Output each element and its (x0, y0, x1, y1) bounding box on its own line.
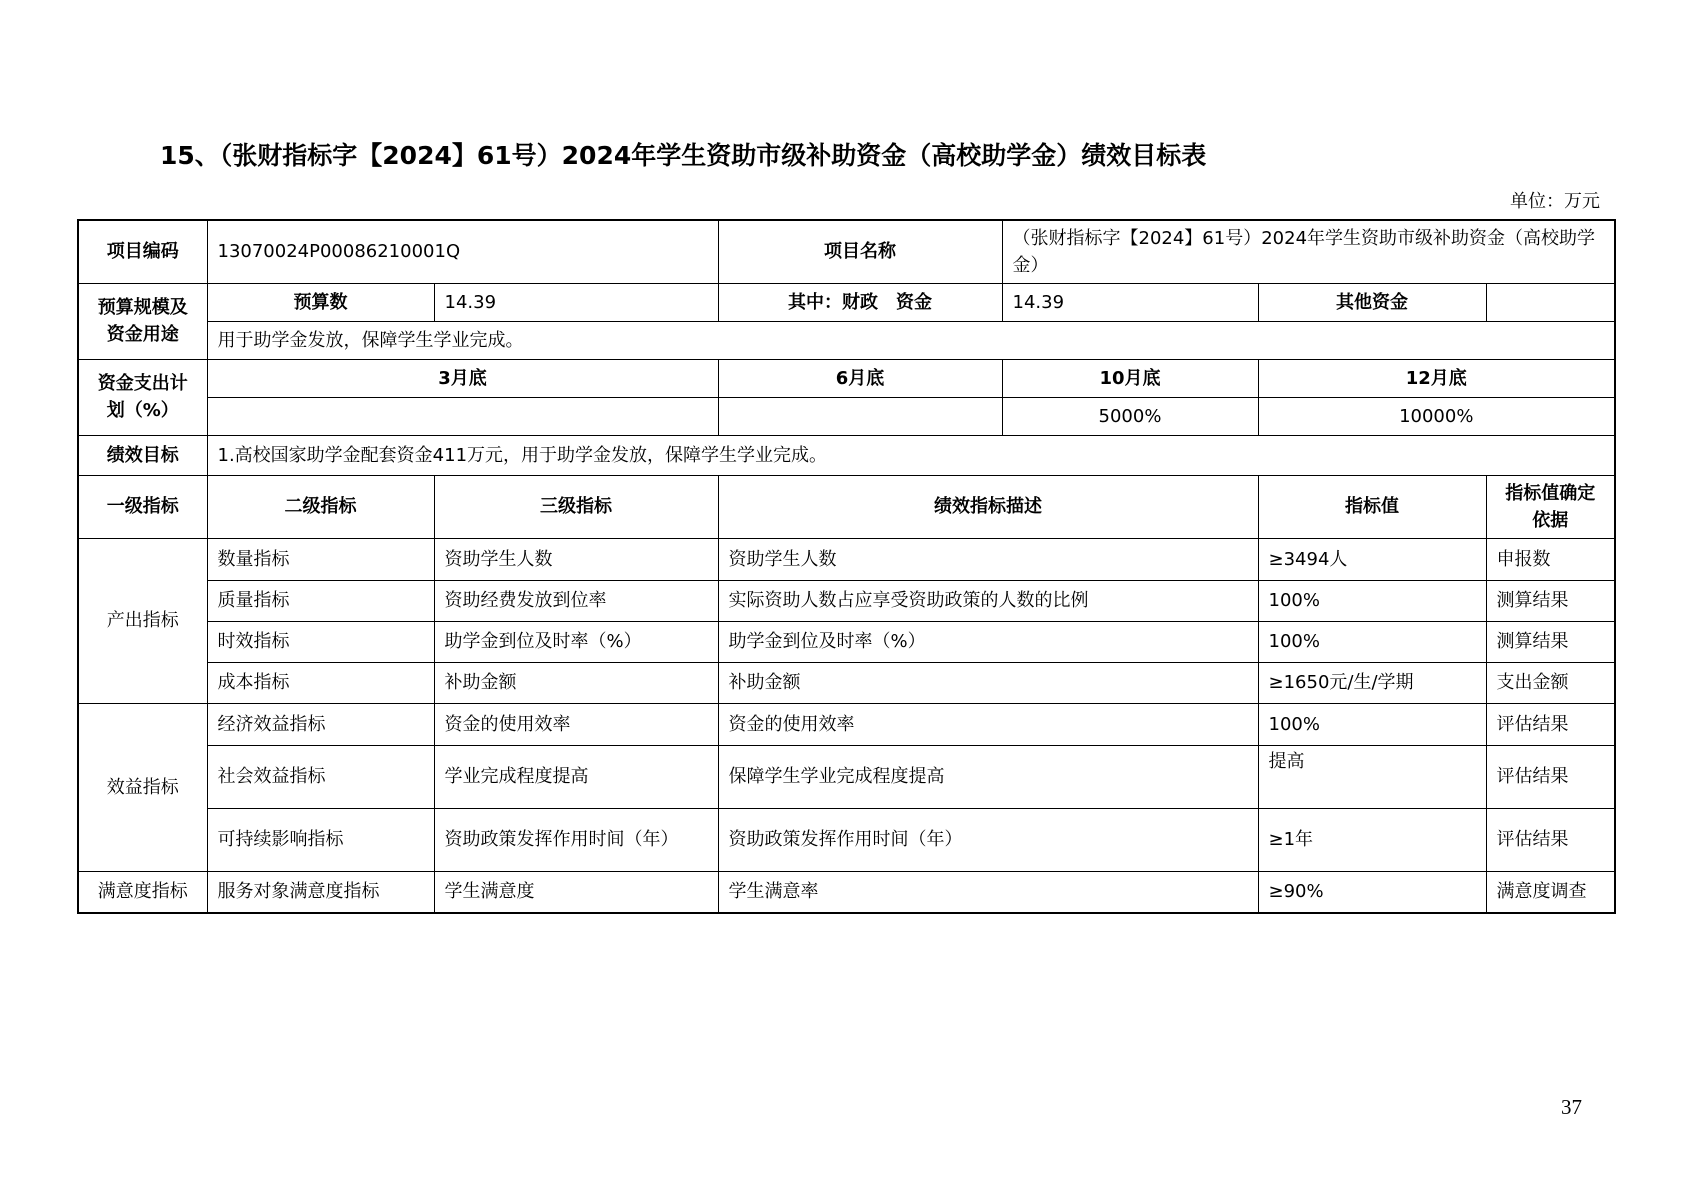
value-cell: 提高 (1258, 745, 1486, 808)
description-cell: 保障学生学业完成程度提高 (718, 745, 1258, 808)
value-cell: ≥1年 (1258, 808, 1486, 871)
plan-value-june (718, 397, 1002, 435)
table-row (78, 621, 1615, 662)
level3-cell: 学业完成程度提高 (434, 745, 718, 808)
header-description: 绩效指标描述 (718, 475, 1258, 538)
plan-header-december: 12月底 (1258, 359, 1615, 397)
level3-cell: 补助金额 (434, 662, 718, 703)
level2-cell: 时效指标 (207, 621, 434, 662)
project-name: （张财指标字【2024】61号）2024年学生资助市级补助资金（高校助学金） (1002, 220, 1615, 283)
level2-cell: 数量指标 (207, 538, 434, 580)
project-code-label: 项目编码 (78, 220, 207, 283)
table-row (78, 871, 1615, 913)
level3-cell: 资助政策发挥作用时间（年） (434, 808, 718, 871)
project-row (78, 220, 1615, 283)
plan-value-row (78, 397, 1615, 435)
plan-value-march (207, 397, 718, 435)
table-row (78, 580, 1615, 621)
description-cell: 学生满意率 (718, 871, 1258, 913)
table-row (78, 808, 1615, 871)
table-row (78, 538, 1615, 580)
basis-cell: 申报数 (1486, 538, 1615, 580)
table-row (78, 703, 1615, 745)
plan-value-october: 5000% (1002, 397, 1258, 435)
goal-label: 绩效目标 (78, 435, 207, 475)
page-number: 37 (1561, 1095, 1582, 1119)
project-code: 13070024P00086210001Q (207, 220, 718, 283)
header-value: 指标值 (1258, 475, 1486, 538)
level1-output: 产出指标 (78, 538, 207, 703)
level1-benefit: 效益指标 (78, 703, 207, 871)
level1-satisfaction: 满意度指标 (78, 871, 207, 913)
plan-header-row (78, 359, 1615, 397)
header-level3: 三级指标 (434, 475, 718, 538)
plan-header-march: 3月底 (207, 359, 718, 397)
value-cell: 100% (1258, 703, 1486, 745)
value-cell: ≥1650元/生/学期 (1258, 662, 1486, 703)
description-cell: 资金的使用效率 (718, 703, 1258, 745)
value-cell: ≥90% (1258, 871, 1486, 913)
plan-header-october: 10月底 (1002, 359, 1258, 397)
description-cell: 实际资助人数占应享受资助政策的人数的比例 (718, 580, 1258, 621)
basis-cell: 测算结果 (1486, 580, 1615, 621)
header-level1: 一级指标 (78, 475, 207, 538)
level3-cell: 资金的使用效率 (434, 703, 718, 745)
indicator-header-row (78, 475, 1615, 538)
level3-cell: 资助学生人数 (434, 538, 718, 580)
table-row (78, 662, 1615, 703)
description-cell: 资助学生人数 (718, 538, 1258, 580)
level2-cell: 经济效益指标 (207, 703, 434, 745)
budget-usage: 用于助学金发放，保障学生学业完成。 (207, 321, 1615, 359)
level2-cell: 质量指标 (207, 580, 434, 621)
level2-cell: 服务对象满意度指标 (207, 871, 434, 913)
description-cell: 补助金额 (718, 662, 1258, 703)
basis-cell: 支出金额 (1486, 662, 1615, 703)
basis-cell: 满意度调查 (1486, 871, 1615, 913)
description-cell: 助学金到位及时率（%） (718, 621, 1258, 662)
page-title: 15、（张财指标字【2024】61号）2024年学生资助市级补助资金（高校助学金）绩效目标表 (160, 141, 1207, 170)
budget-finance: 14.39 (1002, 283, 1258, 321)
description-cell: 资助政策发挥作用时间（年） (718, 808, 1258, 871)
value-cell: ≥3494人 (1258, 538, 1486, 580)
plan-label: 资金支出计划（%） (78, 359, 207, 435)
level3-cell: 资助经费发放到位率 (434, 580, 718, 621)
budget-amount: 14.39 (434, 283, 718, 321)
plan-value-december: 10000% (1258, 397, 1615, 435)
unit-label: 单位：万元 (1510, 191, 1600, 212)
value-cell: 100% (1258, 621, 1486, 662)
basis-cell: 评估结果 (1486, 703, 1615, 745)
project-name-label: 项目名称 (718, 220, 1002, 283)
basis-cell: 测算结果 (1486, 621, 1615, 662)
level3-cell: 助学金到位及时率（%） (434, 621, 718, 662)
plan-header-june: 6月底 (718, 359, 1002, 397)
budget-usage-row (78, 321, 1615, 359)
level2-cell: 社会效益指标 (207, 745, 434, 808)
level3-cell: 学生满意度 (434, 871, 718, 913)
budget-label: 预算规模及资金用途 (78, 283, 207, 359)
performance-table (77, 219, 1616, 914)
table-row (78, 745, 1615, 808)
basis-cell: 评估结果 (1486, 808, 1615, 871)
budget-other-label: 其他资金 (1258, 283, 1486, 321)
budget-row (78, 283, 1615, 321)
value-cell: 100% (1258, 580, 1486, 621)
header-level2: 二级指标 (207, 475, 434, 538)
budget-finance-label: 其中：财政 资金 (718, 283, 1002, 321)
header-basis: 指标值确定依据 (1486, 475, 1615, 538)
budget-amount-label: 预算数 (207, 283, 434, 321)
budget-other (1486, 283, 1615, 321)
goal-text: 1.高校国家助学金配套资金411万元，用于助学金发放，保障学生学业完成。 (207, 435, 1615, 475)
basis-cell: 评估结果 (1486, 745, 1615, 808)
level2-cell: 成本指标 (207, 662, 434, 703)
level2-cell: 可持续影响指标 (207, 808, 434, 871)
goal-row (78, 435, 1615, 475)
